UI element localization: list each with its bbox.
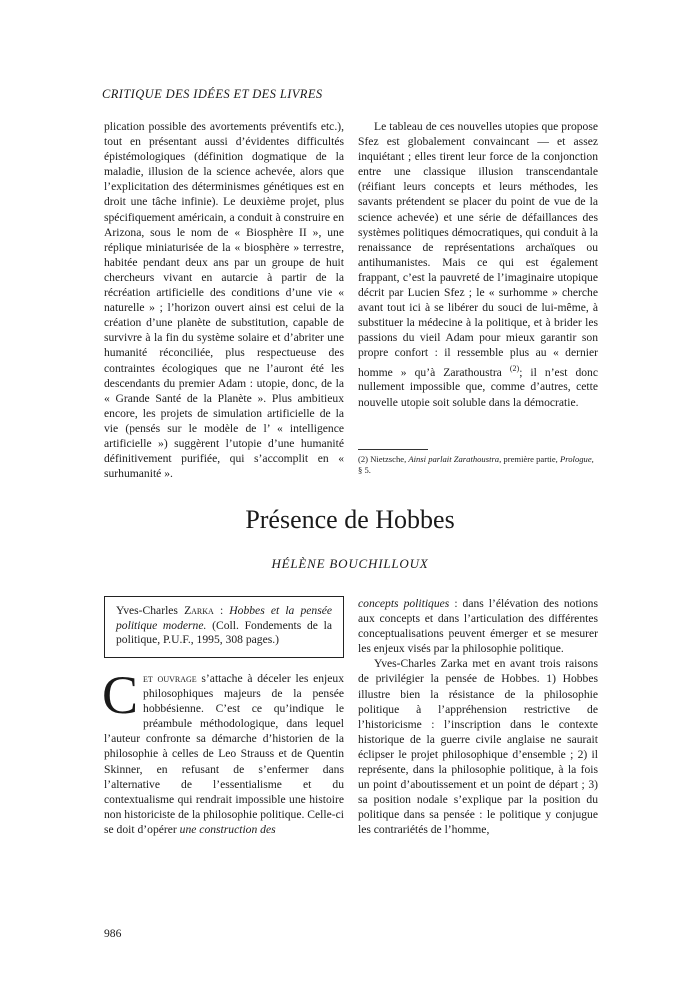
footnote-book: Ainsi parlait Zarathoustra,	[408, 454, 502, 464]
right-column-top	[358, 119, 598, 410]
body-right-column	[358, 596, 598, 838]
footnote	[358, 449, 598, 476]
drop-cap: C	[102, 665, 139, 725]
body-right-paragraph-2: Yves-Charles Zarka met en avant trois raisons de privilégier la pensée de Hobbes. 1) Hobbes illustre bien la résistance de la philosophie politique à l’appréhension restrictive de l’historicisme : l’inscription dans le contexte historique de la guerre civile anglaise ne saurait éclipser le projet philosophique d’ensemble ; 2) il représente, dans la philosophie politique, à la fois un point d’aboutissement et un point de départ ; 3) sa position nodale s’explique par la position du politique dans sa pensée : le politique y conjugue les contrariétés de l’homme,	[358, 657, 598, 837]
left-column-paragraph: plication possible des avortements préventifs etc.), tout en présentant aussi d’évidentes difficultés épistémologiques (définition dogmatique de la maladie, illusion de la science achevée, alors que l’explicitation des déterminismes génétiques est en droit une tâche infinie). Le deuxième projet, plus spécifiquement américain, a conduit à construire en Arizona, sous le nom de « Biosphère II », une réplique miniaturisée de la « biosphère » terrestre, habitée pendant deux ans par un groupe de huit chercheurs vivant en autarcie à partir de la récréation artificielle des conditions d’une vie « naturelle » ; l’horizon ouvert ainsi est celui de la création d’une planète de substitution, capable de survivre à la fin du système solaire et d’abriter une humanité réconciliée, plus respectueuse des contraintes écologiques que ne l’auront été les descendants du premier Adam : utopie, donc, de la « Grande Santé de la Planète ». Plus ambitieux encore, les projets de simulation artificielle de la vie (pensés sur le modèle de l’ « intelligence artificielle ») suggèrent l’utopie d’une humanité définitivement purifiée, qui s’accomplit en « surhumanité ».	[104, 120, 344, 481]
body-left-text: s’attache à déceler les enjeux philosophiques majeurs de la pensée hobbésienne. C’est ce qu’indique le préambule méthodologique, dans lequel l’auteur confronte sa démarche d’historien de la philosophie à celles de Leo Strauss et de Quentin Skinner, en refusant de s’enfermer dans l’alternative de l’essentialisme et du contextualisme qui rendrait impossible une histoire non historiciste de la philosophie politique. Celle-ci se doit d’opérer	[104, 672, 345, 836]
body-left-column	[102, 665, 345, 837]
left-column-top	[104, 119, 344, 481]
footnote-section: Prologue,	[559, 454, 594, 464]
running-header: CRITIQUE DES IDÉES ET DES LIVRES	[102, 87, 323, 101]
ref-author-last: Zarka	[184, 604, 214, 617]
footnote-middle: première partie,	[503, 454, 558, 464]
footnote-number: (2)	[358, 454, 369, 464]
body-right-italic: concepts politiques	[358, 597, 450, 610]
footnote-rule	[358, 449, 428, 450]
body-right-text: : dans l’élévation des notions aux concepts et dans l’articulation des différentes conceptualisations peuvent émerger et se mesurer les enjeux visés par la philosophie politique.	[358, 597, 598, 656]
footnote-ref: (2)	[509, 363, 520, 373]
body-left-paragraph	[102, 665, 345, 837]
footnote-tail: § 5.	[358, 465, 371, 475]
book-reference-box: Yves-Charles Zarka : Hobbes et la pensée politique moderne. (Coll. Fondements de la politique, P.U.F., 1995, 308 pages.)	[104, 596, 344, 658]
ref-author-first: Yves-Charles	[116, 604, 178, 617]
article-title: Présence de Hobbes	[245, 505, 455, 534]
page-number: 986	[104, 927, 122, 940]
right-column-paragraph	[358, 119, 598, 410]
right-column-text: Le tableau de ces nouvelles utopies que propose Sfez est globalement convaincant — et assez inquiétant ; elles tirent leur force de la conjonction entre une classique illusion transcendantale (réifiant leurs concepts et leurs méthodes, les savants prétendent se placer du point de vue de la science achevée) et une série de défaillances des systèmes politiques démocratiques, qui conduit à la renaissance de représentations archaïques ou antihumanistes. Mais ce qui est également frappant, c’est la pauvreté de l’imaginaire utopique décrit par Lucien Sfez ; le « surhomme » cherche avant tout ici à se libérer du souci de lui-même, à substituer la médecine à la politique, et à brider les passions du vieil Adam pour mieux garantir son propre confort : il ressemble plus au « dernier homme » qu’à Zarathoustra	[358, 120, 598, 379]
body-left-italic: une construction des	[179, 822, 276, 836]
footnote-author: Nietzsche,	[370, 454, 407, 464]
ref-details: (Coll. Fondements de la politique, P.U.F., 1995, 308 pages.)	[116, 618, 332, 647]
body-right-paragraph-1	[358, 596, 598, 656]
ref-title: Hobbes et la pensée politique moderne.	[116, 604, 332, 632]
article-author: HÉLÈNE BOUCHILLOUX	[271, 556, 429, 571]
lead-small-caps: et ouvrage	[143, 672, 197, 685]
right-column-text-end: ; il n’est donc nullement impossible que, comme d’autres, cette nouvelle utopie soit soluble dans la démocratie.	[358, 365, 598, 409]
